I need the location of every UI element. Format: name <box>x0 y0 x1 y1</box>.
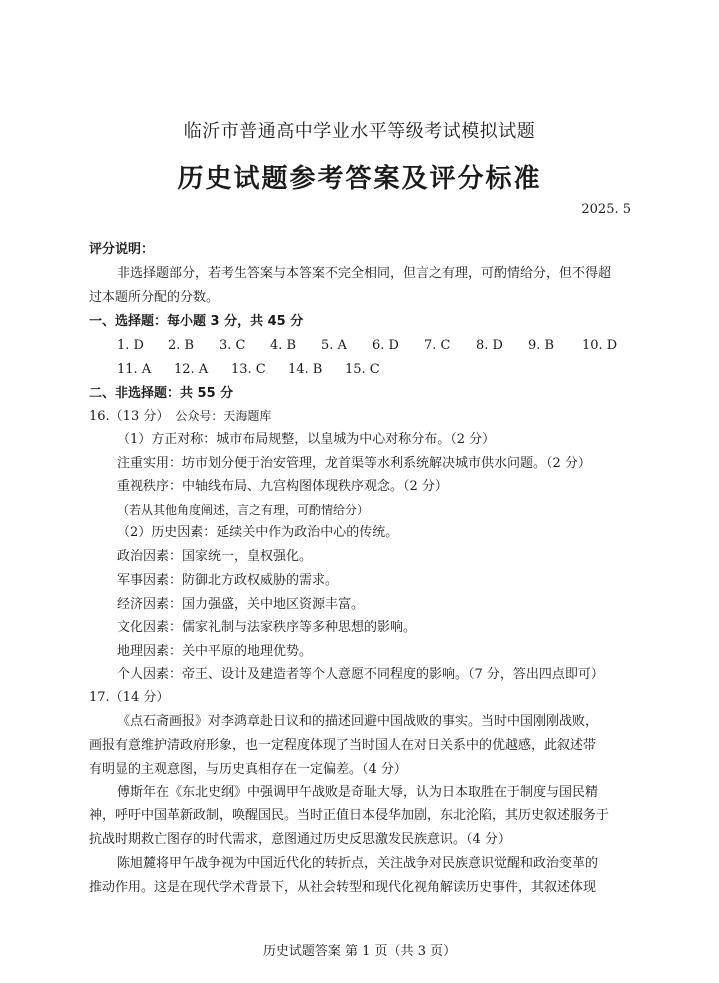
answer-line: 抗战时期救亡图存的时代需求，意图通过历史反思激发民族意识。（4 分） <box>89 832 511 847</box>
answer-line: 军事因素：防御北方政权威胁的需求。 <box>117 573 339 588</box>
answer-line: 画报有意维护清政府形象，也一定程度体现了当时国人在对日关系中的优越感，此叙述带 <box>89 738 597 753</box>
question-17-heading: 17.（14 分） <box>89 690 170 705</box>
answer-line: 重视秩序：中轴线布局、九宫构图体现秩序观念。（2 分） <box>117 479 448 494</box>
answer-line: 注重实用：坊市划分便于治安管理，龙首渠等水利系统解决城市供水问题。（2 分） <box>117 456 591 471</box>
watermark-text: 公众号：天海题库 <box>175 409 272 423</box>
section-heading-non-choice: 二、非选择题：共 55 分 <box>89 386 234 401</box>
answer-line: 文化因素：儒家礼制与法家秩序等多种思想的影响。 <box>117 620 417 635</box>
page-title: 历史试题参考答案及评分标准 <box>177 164 542 194</box>
answer-line: 地理因素：关中平原的地理优势。 <box>117 644 313 659</box>
section-heading-choice: 一、选择题：每小题 3 分，共 45 分 <box>89 314 304 329</box>
answer-line: （1）方正对称：城市布局规整，以皇城为中心对称分布。（2 分） <box>117 432 496 447</box>
choice-answer: 8. D <box>476 338 503 353</box>
answer-line: 神，呼吁中国革新政制，唤醒国民。当时正值日本侵华加剧，东北沦陷，其历史叙述服务于 <box>89 808 610 823</box>
choice-answer: 4. B <box>270 338 297 353</box>
scoring-notes-heading: 评分说明： <box>89 242 155 257</box>
choice-answer: 7. C <box>424 338 451 353</box>
scoring-notes-line: 过本题所分配的分数。 <box>89 290 220 305</box>
answer-line: （2）历史因素：延续关中作为政治中心的传统。 <box>117 525 399 540</box>
choice-answer: 14. B <box>288 362 323 377</box>
question-label: 16.（13 分） <box>89 409 170 424</box>
choice-answer: 1. D <box>117 338 144 353</box>
answer-line: 推动作用。这是在现代学术背景下，从社会转型和现代化视角解读历史事件，其叙述体现 <box>89 880 597 895</box>
question-16-heading <box>89 406 271 427</box>
answer-line: 傅斯年在《东北史纲》中强调甲午战败是奇耻大辱，认为日本取胜在于制度与国民精 <box>117 785 599 800</box>
exam-subtitle: 临沂市普通高中学业水平等级考试模拟试题 <box>183 121 536 142</box>
answer-note: （若从其他角度阐述，言之有理，可酌情给分） <box>117 503 370 517</box>
choice-answer: 13. C <box>231 362 266 377</box>
choice-answer: 10. D <box>582 338 618 353</box>
scoring-notes-line: 非选择题部分，若考生答案与本答案不完全相同，但言之有理，可酌情给分，但不得超 <box>117 266 612 281</box>
choice-answer: 3. C <box>219 338 246 353</box>
choice-answer: 9. B <box>528 338 555 353</box>
answer-line: 经济因素：国力强盛，关中地区资源丰富。 <box>117 597 365 612</box>
answer-line: 陈旭麓将甲午战争视为中国近代化的转折点，关注战争对民族意识觉醒和政治变革的 <box>117 856 599 871</box>
choice-answer: 6. D <box>372 338 399 353</box>
answer-line: 个人因素：帝王、设计及建造者等个人意愿不同程度的影响。（7 分，答出四点即可） <box>117 667 604 682</box>
choice-answer: 15. C <box>345 362 380 377</box>
answer-line: 有明显的主观意图，与历史真相存在一定偏差。（4 分） <box>89 762 407 777</box>
answer-line: 《点石斋画报》对李鸿章赴日议和的描述回避中国战败的事实。当时中国刚刚战败， <box>117 714 599 729</box>
choice-answer: 2. B <box>168 338 195 353</box>
answer-line: 政治因素：国家统一，皇权强化。 <box>117 549 313 564</box>
exam-date: 2025. 5 <box>581 202 631 217</box>
choice-answer: 11. A <box>117 362 152 377</box>
choice-answer: 12. A <box>174 362 209 377</box>
choice-answer: 5. A <box>321 338 347 353</box>
page-footer: 历史试题答案 第 1 页（共 3 页） <box>262 944 457 959</box>
